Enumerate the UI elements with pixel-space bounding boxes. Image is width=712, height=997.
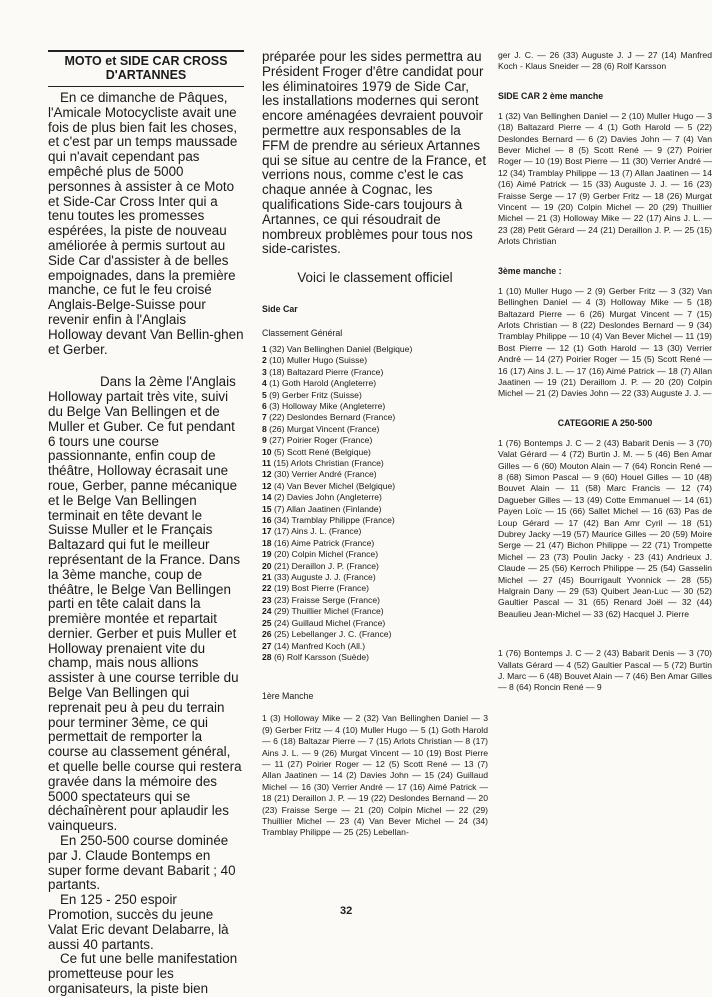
classement-entry: (27) Poirier Roger (France) [266, 435, 373, 446]
classement-entry: (10) Muller Hugo (Suisse) [266, 355, 368, 366]
classement-entry: (24) Guillaud Michel (France) [271, 617, 386, 628]
body-paragraph: Dans la 2ème l'Anglais Holloway partait très vite, suivi du Belge Van Bellingen et de Muller et Guber. Ce fut pendant 6 tours une course passionnante, enfin coup de théâtre, Holloway écrasait une roue, Gerber, panne mécanique et le Belge Van Bellingen terminait en tête devant le Suisse Muller et le Français Baltazard qui fut le meilleur représentant de la France. Dans la 3ème manche, coup de théâtre, le Belge Van Bellingen parti en tête calait dans la première montée et repartait dernier. Gerber et puis Muller et Holloway prenaient vite du champ, mais nous allions assister à une course terrible du Belge Van Bellingen qui reprenait peu à peu du terrain pour terminer 3ème, ce qui permettait de remporter la course au classement général, et quelle belle course qui restera gravée dans la mémoire des 5000 spectateurs qui se déchaînèrent pour aplaudir les vainqueurs. [48, 374, 242, 834]
results-manche-3: 1 (10) Muller Hugo — 2 (9) Gerber Fritz — 3 (32) Van Bellinghen Daniel — 4 (3) Holloway Mike — 5 (18) Baltazard Pierre — 6 (26) Murgat Vincent — 7 (15) Arlots Christian — 8 (22) Deslondes Bernard — 9 (34) Tramblay Philippe — 10 (4) Van Bever Michel — 11 (19) Bost Pierre — 12 (1) Goth Harold — 13 (30) Verrier André — 14 (27) Poirier Roger — 15 (5) Scott René — 16 (17) Ains J. L. — 17 (16) Aimé Patrick — 18 (7) Allan Jaatinen — 19 (21) Deraillom J. P. — 20 (20) Colpin Michel — 21 (2) Davies John — 22 (33) Auguste J. J. — [498, 285, 712, 399]
results-categorie-a-2: 1 (76) Bontemps J. C — 2 (43) Babarit Denis — 3 (70) Vallats Gérard — 4 (52) Gaultier Pascal — 5 (72) Burtin J. Marc — 6 (48) Bouvet Alain — 7 (46) Ben Amar Gilles — 8 (64) Roncin René — 9 [498, 648, 712, 693]
classement-rank: 23 [262, 594, 272, 605]
classement-rank: 21 [262, 572, 272, 583]
article-title-line-2: D'ARTANNES [105, 68, 187, 82]
classement-rank: 9 [262, 435, 267, 446]
classement-row [262, 424, 488, 435]
classement-rank: 12 [262, 480, 272, 491]
classement-rank: 20 [262, 560, 272, 571]
section-heading-manche-1: 1ère Manche [262, 691, 314, 702]
classement-entry: (34) Tramblay Philippe (France) [271, 515, 395, 526]
classement-rank: 18 [262, 537, 272, 548]
section-heading-manche-2: SIDE CAR 2 ème manche [498, 90, 604, 101]
column-3 [498, 50, 712, 930]
classement-row [262, 367, 488, 378]
classement-row [262, 355, 488, 366]
classement-entry: (33) Auguste J. J. (France) [271, 572, 376, 583]
classement-entry: (29) Thuillier Michel (France) [271, 606, 384, 617]
classement-entry: (18) Baltazard Pierre (France) [266, 366, 384, 377]
classement-entry: (20) Colpin Michel (France) [271, 549, 379, 560]
classement-entry: (21) Deraillon J. P. (France) [271, 560, 379, 571]
classement-row [262, 447, 488, 458]
article-title-line-1: MOTO et SIDE CAR CROSS [64, 54, 228, 68]
classement-row [262, 401, 488, 412]
classement-rank: 27 [262, 640, 272, 651]
classement-entry: (16) Aime Patrick (France) [271, 537, 375, 548]
results-manche-1: 1 (3) Holloway Mike — 2 (32) Van Bellinghen Daniel — 3 (9) Gerber Fritz — 4 (10) Muller Hugo — 5 (1) Goth Harold — 6 (18) Baltazar Pierre — 7 (15) Arlots Christian — 8 (17) Ains J. L. — 9 (26) Murgat Vincent — 10 (19) Bost Pierre — 11 (27) Poirier Roger — 12 (5) Scott René — 13 (7) Allan Jaatinen — 14 (2) Davies John — 15 (24) Guillaud Michel — 16 (30) Verrier André — 17 (16) Aimé Patrick — 18 (21) Deraillon J. P. — 19 (22) Deslondes Bernand — 20 (23) Fraisse Serge — 21 (20) Colpin Michel — 22 (29) Thuillier Michel — 23 (4) Van Bever Michel — 24 (34) Tramblay Philippe — 25 (25) Lebellan- [262, 713, 488, 838]
title-rule-top [48, 50, 244, 52]
classement-rank: 11 [262, 458, 272, 469]
classement-rank: 14 [262, 492, 272, 503]
classement-rank: 1 [262, 343, 267, 354]
classement-rank: 16 [262, 515, 272, 526]
classement-entry: (22) Deslondes Bernard (France) [266, 412, 396, 423]
body-paragraph: En 125 - 250 espoir Promotion, succès du jeune Valat Eric devant Delabarre, là aussi 40 partants. [48, 892, 229, 952]
classement-rank: 24 [262, 606, 272, 617]
section-heading-manche-3: 3ème manche : [498, 265, 562, 276]
column-1 [48, 50, 244, 997]
body-paragraph: En 250-500 course dominée par J. Claude Bontemps en super forme devant Babarit ; 40 partants. [48, 833, 236, 893]
classement-row [262, 618, 488, 629]
classement-row [262, 538, 488, 549]
classement-row [262, 652, 488, 663]
classement-row [262, 344, 488, 355]
section-heading-classement: Classement Général [262, 327, 343, 338]
classement-rank: 5 [262, 389, 267, 400]
classement-rank: 25 [262, 617, 272, 628]
classement-entry: (6) Rolf Karsson (Suède) [271, 651, 369, 662]
classement-entry: (9) Gerber Fritz (Suisse) [266, 389, 362, 400]
classement-entry: (32) Van Bellinghen Daniel (Belgique) [266, 343, 413, 354]
body-paragraph: En ce dimanche de Pâques, l'Amicale Motocycliste avait une fois de plus bien fait les choses, et c'est par un temps maussade qui n'avait cependant pas empêché plus de 5000 personnes à assister à ce Moto et Side-Car Cross Inter qui a tenu toutes les promesses espérées, la piste de nouveau améliorée à permis surtout au Side Car d'assister à de belles empoignades, dans la première manche, ce fut le feu croisé Anglais-Belge-Suisse pour revenir enfin à l'Anglais Holloway devant Van Bellin-ghen et Gerber. [48, 90, 244, 357]
classement-row [262, 629, 488, 640]
results-categorie-a: 1 (76) Bontemps J. C — 2 (43) Babarit Denis — 3 (70) Valat Gérard — 4 (72) Burtin J. M. — 5 (46) Ben Amar Gilles — 6 (60) Mouton Alain — 7 (64) Roncin René — 8 (68) Simon Pascal — 9 (60) Houel Gilles — 10 (48) Bouvet Alain — 11 (58) Marc Francis — 12 (74) Dagueber Gilles — 13 (49) Cotte Emmanuel — 14 (61) Payen Loïc — 15 (66) Sallet Michel — 16 (63) Pas de Loup Gérard — 17 (42) Ban Amr Cyril — 18 (51) Dubrey Jacky —19 (57) Maurice Gilles — 20 (59) Moire Serge — 21 (47) Bichon Philippe — 22 (71) Trompette Michel — 23 (73) Poulin Jacky - 23 (41) Andrieux J. Claude — 25 (56) Kerroch Philippe — 25 (54) Gasselin Michel — 27 (45) Bourrigault Yvonnick — 28 (55) Halgrain Dany — 29 (53) Quibert Jean-Luc — 30 (52) Gaultier Pascal — 31 (65) Renard Joël — 32 (44) Beaulieu Jean-Michel — 33 (62) Hacquel J. Pierre [498, 437, 712, 619]
page-number: 32 [340, 905, 353, 917]
classement-rank: 17 [262, 526, 272, 537]
classement-rank: 12 [262, 469, 272, 480]
classement-entry: (30) Verrier André (France) [271, 469, 377, 480]
classement-row [262, 390, 488, 401]
classement-row [262, 469, 488, 480]
classement-rank: 3 [262, 366, 267, 377]
classement-entry: (7) Allan Jaatinen (Finlande) [271, 503, 382, 514]
classement-row [262, 572, 488, 583]
classement-row [262, 515, 488, 526]
classement-row [262, 606, 488, 617]
classement-rank: 7 [262, 412, 267, 423]
classement-entry: (26) Murgat Vincent (France) [266, 423, 380, 434]
classement-rank: 2 [262, 355, 267, 366]
classement-entry: (5) Scott René (Belgique) [271, 446, 371, 457]
classement-entry: (4) Van Bever Michel (Belgique) [271, 480, 396, 491]
classement-row [262, 549, 488, 560]
classement-entry: (19) Bost Pierre (France) [271, 583, 369, 594]
section-heading-side-car: Side Car [262, 303, 298, 314]
body-paragraph: Ce fut une belle manifestation prometteuse pour les organisateurs, la piste bien [48, 951, 238, 997]
classement-rank: 6 [262, 400, 267, 411]
classement-row [262, 412, 488, 423]
classement-entry: (15) Arlots Christian (France) [271, 458, 384, 469]
classement-entry: (17) Ains J. L. (France) [271, 526, 362, 537]
classement-entry: (1) Goth Harold (Angleterre) [266, 378, 377, 389]
classement-rank: 8 [262, 423, 267, 434]
results-manche-2: 1 (32) Van Bellinghen Daniel — 2 (10) Muller Hugo — 3 (18) Baltazard Pierre — 4 (1) Goth Harold — 5 (22) Deslondes Bernard — 6 (2) Davies John — 7 (4) Van Bever Michel — 8 (5) Scott René — 9 (27) Poirier Roger — 10 (19) Bost Pierre — 11 (30) Verrier André — 12 (34) Tramblay Philippe — 13 (7) Allan Jaatinen — 14 (16) Aimé Patrick — 15 (33) Auguste J. J. — 16 (23) Fraisse Serge — 17 (9) Gerber Fritz — 18 (26) Murgat Vincent — 19 (20) Colpin Michel — 20 (29) Thuillier Michel — 21 (3) Holloway Mike — 22 (17) Ains J. L. — 23 (28) Petit Gérard — 24 (21) Deraillon J. P. — 25 (15) Arlots Christian [498, 110, 712, 247]
classement-intro: Voici le classement officiel [297, 270, 453, 286]
classement-rank: 22 [262, 583, 272, 594]
classement-list [262, 344, 488, 663]
classement-row [262, 595, 488, 606]
classement-rank: 28 [262, 651, 272, 662]
classement-row [262, 378, 488, 389]
classement-row [262, 492, 488, 503]
results-manche-1-continued: ger J. C. — 26 (33) Auguste J. J — 27 (14) Manfred Koch - Klaus Sneider — 28 (6) Rolf Karsson [498, 50, 712, 72]
classement-row [262, 504, 488, 515]
classement-row [262, 583, 488, 594]
classement-row [262, 641, 488, 652]
classement-rank: 4 [262, 378, 267, 389]
classement-row [262, 458, 488, 469]
classement-rank: 26 [262, 629, 272, 640]
classement-row [262, 526, 488, 537]
classement-row [262, 481, 488, 492]
classement-entry: (14) Manfred Koch (All.) [271, 640, 366, 651]
classement-entry: (25) Lebellanger J. C. (France) [271, 629, 392, 640]
classement-row [262, 435, 488, 446]
classement-entry: (23) Fraisse Serge (France) [271, 594, 380, 605]
title-rule-bottom [48, 86, 244, 87]
section-heading-categorie: CATEGORIE A 250-500 [557, 417, 653, 428]
classement-rank: 15 [262, 503, 272, 514]
article-title [48, 54, 244, 82]
classement-rank: 10 [262, 446, 272, 457]
classement-entry: (2) Davies John (Angleterre) [271, 492, 382, 503]
classement-row [262, 561, 488, 572]
column-2 [262, 50, 488, 920]
classement-entry: (3) Holloway Mike (Angleterre) [266, 400, 386, 411]
body-paragraph: préparée pour les sides permettra au Président Froger d'être candidat pour les éliminatoires 1979 de Side Car, les installations modernes qui seront encore aménagées devraient pouvoir permettre aux responsables de la FFM de prendre au sérieux Artannes qui se situe au centre de la France, et verrions nous, comme c'est le cas chaque année à Cognac, les qualifications Side-cars toujours à Artannes, ce qui résoudrait de nombreux problèmes pour tous nos side-caristes. [262, 49, 487, 257]
classement-rank: 19 [262, 549, 272, 560]
